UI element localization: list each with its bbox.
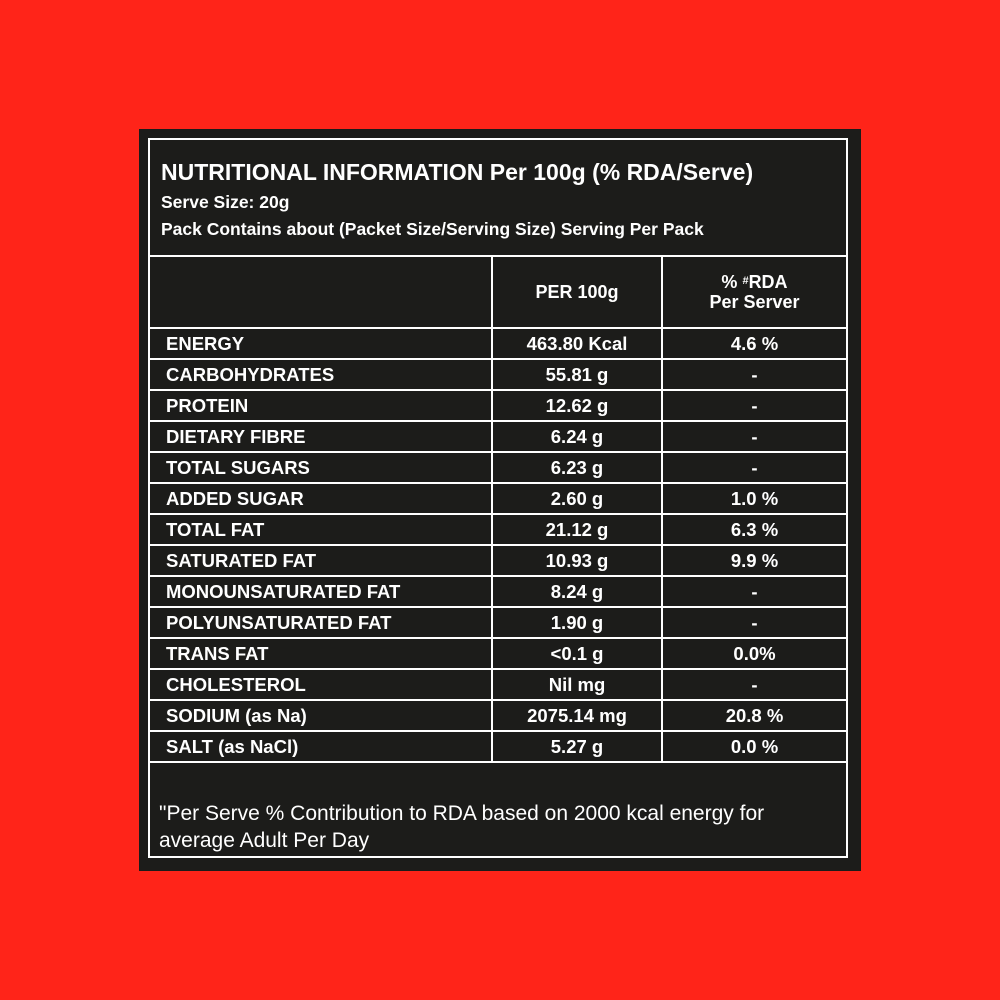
table-row xyxy=(150,731,846,762)
nutrition-label xyxy=(139,129,861,871)
header-rda-prefix: % xyxy=(721,272,743,292)
nutrient-rda: - xyxy=(662,421,846,452)
nutrient-name: CARBOHYDRATES xyxy=(150,359,492,390)
nutrient-rda: 6.3 % xyxy=(662,514,846,545)
header-rda xyxy=(662,257,846,328)
nutrient-rda: - xyxy=(662,452,846,483)
header-rda-line2: Per Server xyxy=(709,292,800,312)
nutrient-rda: 4.6 % xyxy=(662,328,846,359)
nutrient-name: ADDED SUGAR xyxy=(150,483,492,514)
table-row xyxy=(150,545,846,576)
nutrient-rda: - xyxy=(662,607,846,638)
nutrient-per-100g: 6.24 g xyxy=(492,421,662,452)
table-row xyxy=(150,638,846,669)
header-nutrient xyxy=(150,257,492,328)
table-header-row xyxy=(150,257,846,328)
nutrient-rda: 1.0 % xyxy=(662,483,846,514)
table-row xyxy=(150,607,846,638)
nutrient-per-100g: 10.93 g xyxy=(492,545,662,576)
nutrient-per-100g: 6.23 g xyxy=(492,452,662,483)
table-row xyxy=(150,390,846,421)
header-rda-mark: # xyxy=(742,275,749,287)
nutrient-rda: 0.0 % xyxy=(662,731,846,762)
nutrient-per-100g: Nil mg xyxy=(492,669,662,700)
table-row xyxy=(150,576,846,607)
nutrient-name: ENERGY xyxy=(150,328,492,359)
table-row xyxy=(150,359,846,390)
nutrient-rda: - xyxy=(662,390,846,421)
nutrient-per-100g: 2.60 g xyxy=(492,483,662,514)
nutrient-per-100g: 1.90 g xyxy=(492,607,662,638)
nutrient-per-100g: <0.1 g xyxy=(492,638,662,669)
nutrient-name: MONOUNSATURATED FAT xyxy=(150,576,492,607)
table-row xyxy=(150,452,846,483)
rda-footnote xyxy=(159,800,849,854)
nutrient-per-100g: 21.12 g xyxy=(492,514,662,545)
nutrient-name: SODIUM (as Na) xyxy=(150,700,492,731)
nutrient-rda: - xyxy=(662,576,846,607)
table-row xyxy=(150,483,846,514)
nutrient-name: TRANS FAT xyxy=(150,638,492,669)
nutrient-rda: 0.0% xyxy=(662,638,846,669)
nutrient-name: TOTAL SUGARS xyxy=(150,452,492,483)
footnote-line-1: "Per Serve % Contribution to RDA based on 2000 kcal energy for xyxy=(159,802,765,825)
table-row xyxy=(150,421,846,452)
nutrient-rda: 9.9 % xyxy=(662,545,846,576)
nutrient-name: PROTEIN xyxy=(150,390,492,421)
nutrient-name: SALT (as NaCl) xyxy=(150,731,492,762)
label-header xyxy=(150,140,846,257)
nutrient-name: DIETARY FIBRE xyxy=(150,421,492,452)
table-row xyxy=(150,328,846,359)
table-row xyxy=(150,700,846,731)
nutrient-per-100g: 12.62 g xyxy=(492,390,662,421)
nutrition-table xyxy=(150,257,846,763)
nutrient-name: SATURATED FAT xyxy=(150,545,492,576)
nutrient-per-100g: 5.27 g xyxy=(492,731,662,762)
label-title: NUTRITIONAL INFORMATION Per 100g (% RDA/Serve) xyxy=(161,159,754,185)
table-row xyxy=(150,669,846,700)
nutrient-per-100g: 463.80 Kcal xyxy=(492,328,662,359)
nutrient-rda: 20.8 % xyxy=(662,700,846,731)
label-frame xyxy=(148,138,848,858)
nutrient-rda: - xyxy=(662,359,846,390)
nutrient-per-100g: 55.81 g xyxy=(492,359,662,390)
nutrient-name: TOTAL FAT xyxy=(150,514,492,545)
nutrient-name: CHOLESTEROL xyxy=(150,669,492,700)
pack-contains: Pack Contains about (Packet Size/Serving Size) Serving Per Pack xyxy=(161,219,704,239)
serve-size: Serve Size: 20g xyxy=(161,192,290,212)
header-rda-word: RDA xyxy=(748,272,788,292)
table-row xyxy=(150,514,846,545)
header-per-100g: PER 100g xyxy=(492,257,662,328)
nutrient-name: POLYUNSATURATED FAT xyxy=(150,607,492,638)
footnote-line-2: average Adult Per Day xyxy=(159,829,370,852)
nutrient-per-100g: 8.24 g xyxy=(492,576,662,607)
nutrient-rda: - xyxy=(662,669,846,700)
nutrient-per-100g: 2075.14 mg xyxy=(492,700,662,731)
